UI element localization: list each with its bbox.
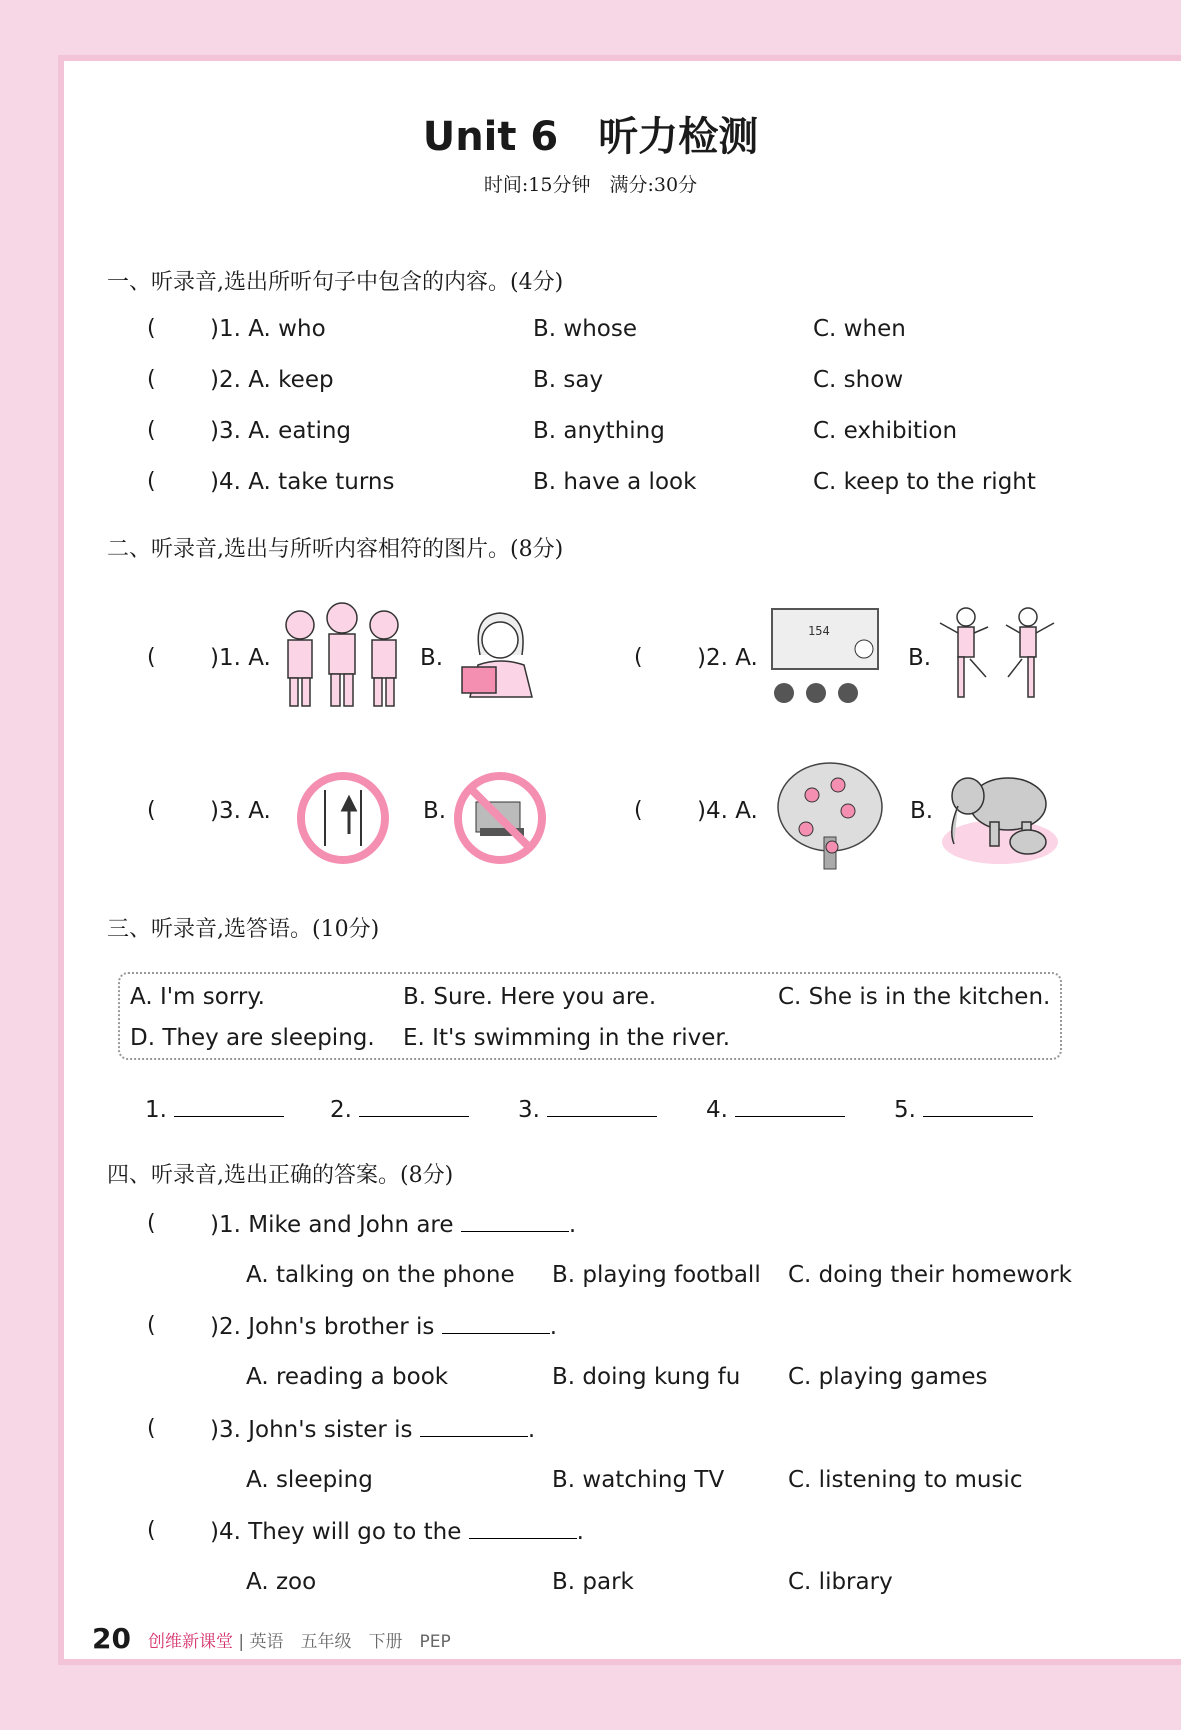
s4-q4-question: )4. They will go to the . — [210, 1519, 584, 1545]
s2-q4-label-a: )4. A. — [697, 798, 758, 824]
s1-q3-option-c: C. exhibition — [813, 418, 958, 444]
question-text: )4. They will go to the — [210, 1519, 462, 1545]
answer-paren: ( — [147, 1313, 156, 1338]
kung-fu-kids-picture — [938, 605, 1058, 705]
blank-line — [735, 1096, 845, 1117]
answer-blank-1[interactable] — [145, 1096, 284, 1123]
answer-paren: ( — [147, 469, 156, 494]
s1-q2-option-b: B. say — [533, 367, 604, 393]
s4-q3-question: )3. John's sister is . — [210, 1417, 536, 1443]
s1-q1-option-a: )1. A. who — [210, 316, 326, 342]
section-3-heading: 三、听录音,选答语。(10分) — [107, 917, 380, 942]
answer-paren: ( — [147, 798, 156, 823]
classroom-picture — [768, 605, 886, 705]
answer-paren: ( — [147, 418, 156, 443]
s4-q1-option-c: C. doing their homework — [788, 1262, 1072, 1288]
s4-q2-option-c: C. playing games — [788, 1364, 988, 1390]
blank-line — [469, 1518, 577, 1539]
s1-q3-option-a: )3. A. eating — [210, 418, 352, 444]
reply-option-e: E. It's swimming in the river. — [403, 1025, 731, 1051]
s2-q4-label-b: B. — [910, 798, 934, 824]
girl-reading-picture — [450, 605, 550, 705]
kids-group-picture — [272, 600, 412, 712]
footer-brand: 创维新课堂 — [148, 1632, 233, 1652]
blank-line — [174, 1096, 284, 1117]
s2-q2-label-a: )2. A. — [697, 645, 758, 671]
section-4-heading: 四、听录音,选出正确的答案。(8分) — [107, 1163, 454, 1188]
s4-q1-option-a: A. talking on the phone — [246, 1262, 515, 1288]
s4-q4-option-a: A. zoo — [246, 1569, 317, 1595]
s4-q2-option-a: A. reading a book — [246, 1364, 449, 1390]
blank-line — [442, 1313, 550, 1334]
answer-paren: ( — [634, 645, 643, 670]
s1-q2-option-c: C. show — [813, 367, 904, 393]
s4-q4-option-b: B. park — [552, 1569, 634, 1595]
blank-line — [461, 1211, 569, 1232]
s4-q2-option-b: B. doing kung fu — [552, 1364, 741, 1390]
s1-q4-option-a: )4. A. take turns — [210, 469, 395, 495]
s4-q3-option-b: B. watching TV — [552, 1467, 725, 1493]
monkeys-in-tree-picture — [772, 755, 890, 873]
answer-paren: ( — [147, 367, 156, 392]
blank-line — [420, 1416, 528, 1437]
blank-number: 2. — [330, 1097, 352, 1123]
question-text: )1. Mike and John are — [210, 1212, 454, 1238]
no-entry-sign — [452, 770, 548, 866]
s2-q1-label-b: B. — [420, 645, 444, 671]
answer-paren: ( — [634, 798, 643, 823]
answer-paren: ( — [147, 316, 156, 341]
answer-blank-5[interactable] — [894, 1096, 1033, 1123]
footer-info — [148, 1627, 451, 1652]
page-number: 20 — [92, 1622, 131, 1655]
answer-blank-3[interactable] — [518, 1096, 657, 1123]
s1-q1-option-b: B. whose — [533, 316, 637, 342]
s1-q3-option-b: B. anything — [533, 418, 665, 444]
s2-q2-label-b: B. — [908, 645, 932, 671]
blank-line — [359, 1096, 469, 1117]
s1-q4-option-c: C. keep to the right — [813, 469, 1036, 495]
blank-number: 3. — [518, 1097, 540, 1123]
s2-q3-label-a: )3. A. — [210, 798, 271, 824]
board-number: 154 — [808, 624, 830, 638]
blank-line — [547, 1096, 657, 1117]
s4-q3-option-a: A. sleeping — [246, 1467, 373, 1493]
keep-right-sign — [295, 770, 391, 866]
answer-paren: ( — [147, 1211, 156, 1236]
s2-q1-label-a: )1. A. — [210, 645, 271, 671]
s2-q3-label-b: B. — [423, 798, 447, 824]
blank-number: 4. — [706, 1097, 728, 1123]
section-2-heading: 二、听录音,选出与所听内容相符的图片。(8分) — [107, 537, 564, 562]
reply-option-d: D. They are sleeping. — [130, 1025, 375, 1051]
page-subtitle: 时间:15分钟 满分:30分 — [483, 174, 698, 196]
answer-paren: ( — [147, 645, 156, 670]
s4-q2-question: )2. John's brother is . — [210, 1314, 557, 1340]
answer-blank-2[interactable] — [330, 1096, 469, 1123]
s4-q4-option-c: C. library — [788, 1569, 893, 1595]
answer-paren: ( — [147, 1416, 156, 1441]
blank-number: 5. — [894, 1097, 916, 1123]
s1-q1-option-c: C. when — [813, 316, 906, 342]
elephants-picture — [938, 760, 1060, 868]
footer-details: | 英语 五年级 下册 PEP — [238, 1632, 451, 1652]
s1-q4-option-b: B. have a look — [533, 469, 697, 495]
reply-option-c: C. She is in the kitchen. — [778, 984, 1051, 1010]
answer-paren: ( — [147, 1518, 156, 1543]
s4-q3-option-c: C. listening to music — [788, 1467, 1023, 1493]
page-title: Unit 6 听力检测 — [422, 114, 759, 160]
s4-q1-option-b: B. playing football — [552, 1262, 761, 1288]
blank-line — [923, 1096, 1033, 1117]
reply-option-a: A. I'm sorry. — [130, 984, 265, 1010]
question-text: )2. John's brother is — [210, 1314, 435, 1340]
reply-option-b: B. Sure. Here you are. — [403, 984, 657, 1010]
s4-q1-question: )1. Mike and John are . — [210, 1212, 577, 1238]
section-1-heading: 一、听录音,选出所听句子中包含的内容。(4分) — [107, 270, 564, 295]
answer-blank-4[interactable] — [706, 1096, 845, 1123]
s1-q2-option-a: )2. A. keep — [210, 367, 334, 393]
question-text: )3. John's sister is — [210, 1417, 413, 1443]
blank-number: 1. — [145, 1097, 167, 1123]
